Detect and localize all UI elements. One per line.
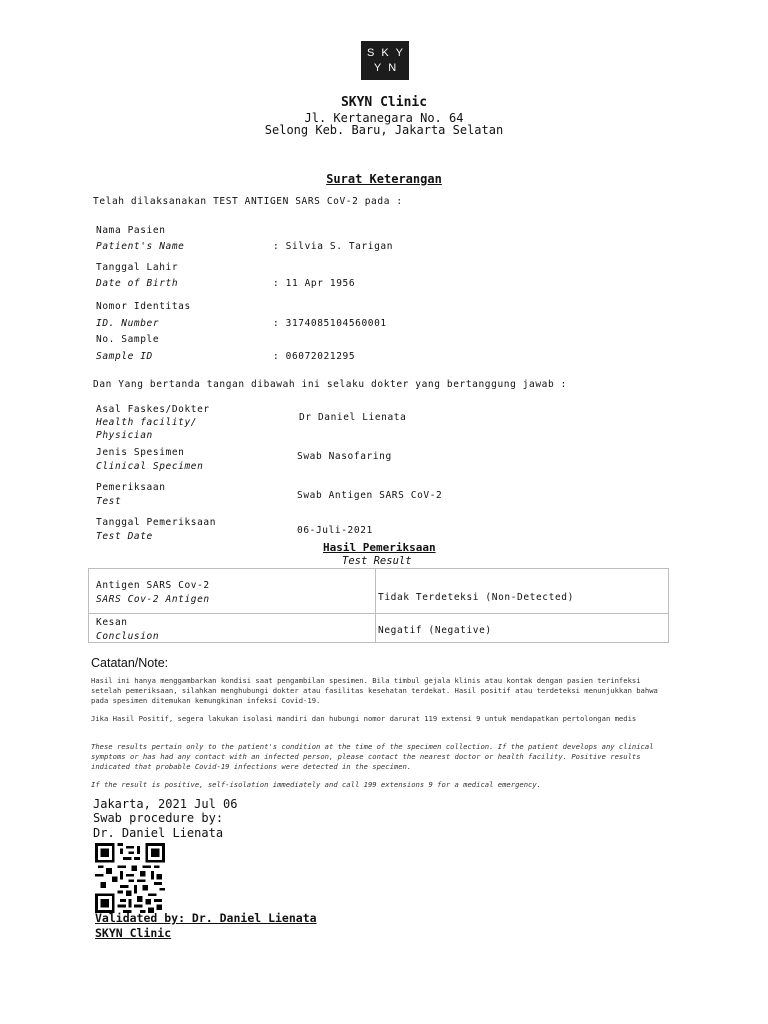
results-title: Hasil Pemeriksaan [323, 541, 436, 554]
test-label-en: Test [96, 496, 122, 507]
note-paragraph-4: If the result is positive, self-isolation immediately and call 199 extensions 9 for a medical emergency. [91, 780, 542, 789]
dob-label-en: Date of Birth [96, 278, 179, 289]
dob-label: Tanggal Lahir [96, 262, 179, 273]
clinic-logo [361, 41, 409, 80]
patient-name-value: : Silvia S. Tarigan [273, 241, 394, 252]
specimen-label-en: Clinical Specimen [96, 461, 204, 472]
specimen-label: Jenis Spesimen [96, 447, 185, 458]
logo-line-1: SKY [367, 46, 411, 59]
specimen-value: Swab Nasofaring [297, 451, 392, 462]
id-label-en: ID. Number [96, 318, 160, 329]
patient-name-label: Nama Pasien [96, 225, 166, 236]
antigen-label: Antigen SARS Cov-2 [96, 580, 210, 591]
test-value: Swab Antigen SARS CoV-2 [297, 490, 443, 501]
clinic-address-line1: Jl. Kertanegara No. 64 [304, 111, 464, 125]
note-paragraph-3: These results pertain only to the patient's condition at the time of the specimen collection. If the patient develops any clinical symptoms or has had any contact with an infected person, please contact the nearest doctor or health facility. Positive results indicated that probable Covid-19 infections were detected in the specimen. [91, 742, 654, 771]
notes-heading: Catatan/Note: [91, 656, 169, 670]
clinic-address-line2: Selong Keb. Baru, Jakarta Selatan [264, 123, 504, 137]
id-value: : 3174085104560001 [273, 318, 387, 329]
antigen-label-en: SARS Cov-2 Antigen [96, 594, 210, 605]
validation-clinic: SKYN Clinic [95, 926, 172, 940]
intro-text: Telah dilaksanakan TEST ANTIGEN SARS CoV-2 pada : [93, 196, 403, 207]
note-paragraph-2: Jika Hasil Positif, segera lakukan isolasi mandiri dan hubungi nomor darurat 119 extensi 9 untuk mendapatkan pertolongan medis [91, 714, 637, 723]
conclusion-label-en: Conclusion [96, 631, 160, 642]
result-divider [375, 569, 376, 613]
signer-intro: Dan Yang bertanda tangan dibawah ini selaku dokter yang bertanggung jawab : [93, 379, 567, 390]
date-value: 06-Juli-2021 [297, 525, 373, 536]
facility-label: Asal Faskes/Dokter [96, 404, 210, 415]
patient-name-label-en: Patient's Name [96, 241, 185, 252]
validated-by: Validated by: Dr. Daniel Lienata [95, 911, 317, 925]
facility-label-en-2: Physician [96, 430, 153, 441]
result-row-antigen [88, 568, 669, 614]
place-date: Jakarta, 2021 Jul 06 [93, 797, 238, 811]
note-paragraph-1: Hasil ini hanya menggambarkan kondisi saat pengambilan spesimen. Bila timbul gejala klinis atau kontak dengan pasien terinfeksi setelah pemeriksaan, silahkan menghubungi dokter atau fasilitas kesehatan terdekat. Hasil positif atau terdeteksi menunjukkan bahwa pada spesimen ditemukan kemungkinan infeksi Covid-19. [91, 676, 658, 705]
document-title: Surat Keterangan [326, 172, 442, 186]
dob-value: : 11 Apr 1956 [273, 278, 356, 289]
results-subtitle: Test Result [342, 555, 412, 567]
qr-code [95, 843, 165, 913]
doctor-name: Dr. Daniel Lienata [93, 826, 224, 840]
sample-label-en: Sample ID [96, 351, 153, 362]
sample-label: No. Sample [96, 334, 160, 345]
logo-line-2: YN [373, 61, 404, 74]
facility-value: Dr Daniel Lienata [299, 412, 407, 423]
clinic-name: SKYN Clinic [340, 95, 428, 110]
procedure-by: Swab procedure by: [93, 811, 224, 825]
date-label-en: Test Date [96, 531, 153, 542]
facility-label-en-1: Health facility/ [96, 417, 198, 428]
conclusion-label: Kesan [96, 617, 128, 628]
conclusion-result: Negatif (Negative) [378, 625, 492, 636]
sample-value: : 06072021295 [273, 351, 356, 362]
result-divider [375, 614, 376, 642]
antigen-result: Tidak Terdeteksi (Non-Detected) [378, 592, 574, 603]
date-label: Tanggal Pemeriksaan [96, 517, 217, 528]
id-label: Nomor Identitas [96, 301, 191, 312]
test-label: Pemeriksaan [96, 482, 166, 493]
